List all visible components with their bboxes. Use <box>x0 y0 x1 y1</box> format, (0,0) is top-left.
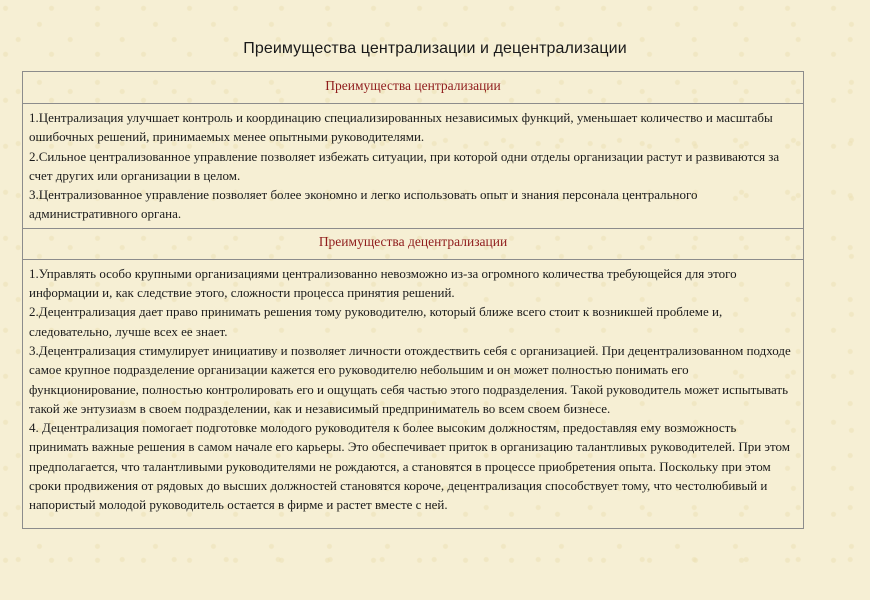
centralization-item-2: 2.Сильное централизованное управление позволяет избежать ситуации, при которой одни отделы организации растут и развиваются за счет других или организации в целом. <box>29 148 780 183</box>
centralization-body <box>23 104 803 229</box>
page-title: Преимущества централизации и децентрализации <box>243 40 627 57</box>
decentralization-item-4: 4. Децентрализация помогает подготовке молодого руководителя к более высоким должностям, предоставляя ему возможность принимать важные решения в самом начале его карьеры. Это обеспечивает приток в организацию талантливых руководителей. При этом предполагается, что талантливыми руководителями не рождаются, а становятся в процессе приобретения опыта. Поскольку при этом сроки продвижения от рядовых до высших должностей становятся короче, децентрализация способствует тому, что честолюбивый и напористый молодой руководитель остается в фирме и растет вместе с ней. <box>29 420 790 513</box>
centralization-header: Преимущества централизации <box>23 72 803 104</box>
centralization-item-3: 3.Централизованное управление позволяет более экономно и легко использовать опыт и знания персонала центрального административного органа. <box>29 187 698 222</box>
advantages-table <box>22 71 804 529</box>
centralization-item-1: 1.Централизация улучшает контроль и координацию специализированных независимых функций, уменьшает количество и масштабы ошибочных решений, принимаемых менее опытными руководителями. <box>29 110 773 145</box>
decentralization-header: Преимущества децентрализации <box>23 229 803 260</box>
decentralization-item-2: 2.Децентрализация дает право принимать решения тому руководителю, который ближе всего стоит к возникшей проблеме и, следовательно, лучше всех ее знает. <box>29 304 723 339</box>
decentralization-item-1: 1.Управлять особо крупными организациями централизованно невозможно из-за огромного количества требующейся для этого информации и, как следствие этого, сложности процесса принятия решений. <box>29 265 737 301</box>
decentralization-item-3: 3.Децентрализация стимулирует инициативу и позволяет личности отождествить себя с организацией. При децентрализованном подходе самое крупное подразделение организации кажется его руководителю небольшим и он может полностью понимать его функционирование, полностью контролировать его и ощущать себя частью этого подразделения. Такой руководитель может испытывать такой же энтузиазм в своем подразделении, как и независимый предприниматель во всем своем бизнесе. <box>29 342 791 416</box>
decentralization-body <box>23 260 803 528</box>
